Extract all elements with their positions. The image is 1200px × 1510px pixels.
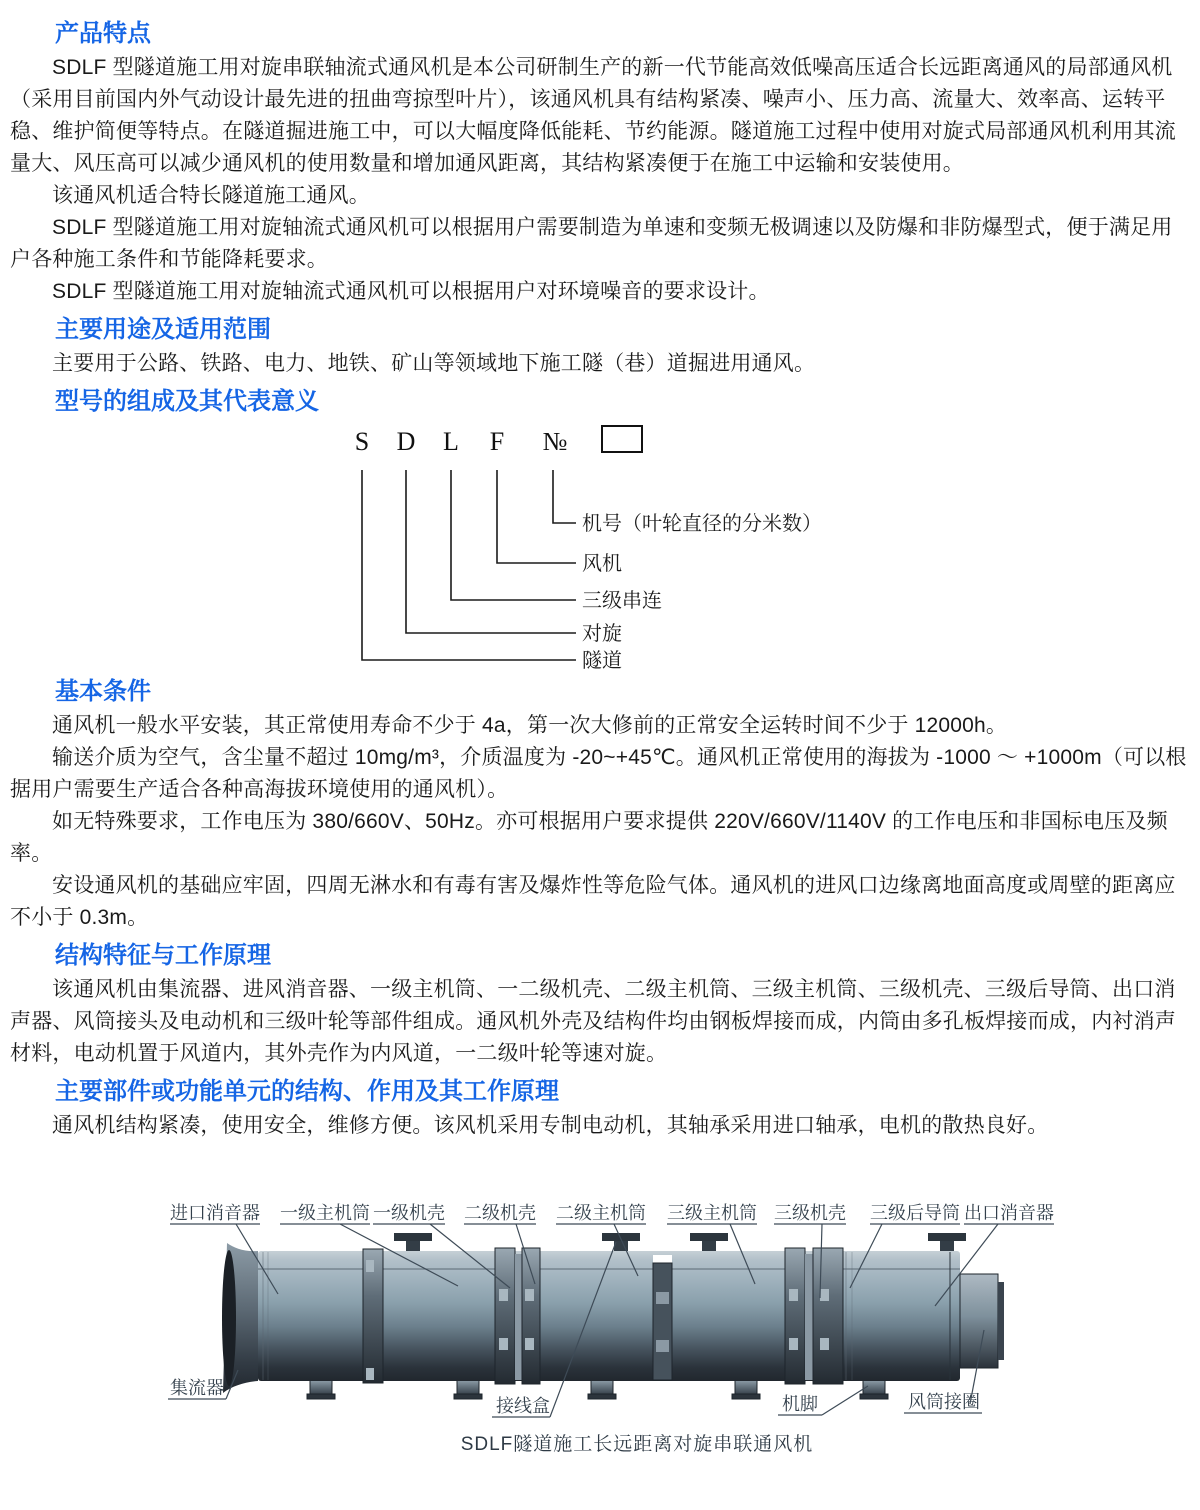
part-label: 接线盒: [496, 1396, 550, 1416]
model-line-series: [451, 470, 576, 600]
flange-joint-2: [495, 1248, 540, 1384]
part-label: 一级主机筒: [280, 1203, 370, 1223]
paragraph: 该通风机适合特长隧道施工通风。: [52, 184, 370, 207]
paragraph: 主要用于公路、铁路、电力、地铁、矿山等领域地下施工隧（巷）道掘进用通风。: [52, 352, 816, 375]
part-label: 出口消音器: [964, 1203, 1054, 1223]
junction-box-handles: [394, 1233, 966, 1252]
part-label: 二级主机筒: [556, 1203, 646, 1223]
paragraph: SDLF 型隧道施工用对旋轴流式通风机可以根据用户对环境噪音的要求设计。: [52, 280, 770, 303]
flange-joint-1: [363, 1249, 383, 1383]
paragraph: SDLF 型隧道施工用对旋串联轴流式通风机是本公司研制生产的新一代节能高效低噪高压适合长远距离通风的局部通风机（采用目前国内外气动设计最先进的扭曲弯掠型叶片），该通风机具有结构紧凑、噪声小、压力高、流量大、效率高、运转平稳、维护简便等特点。在隧道掘进施工中，可以大幅度降低能耗、节约能源。隧道施工过程中使用对旋式局部通风机利用其流量大、风压高可以减少通风机的使用数量和增加通风距离，其结构紧凑便于在施工中运输和安装使用。: [10, 56, 1176, 175]
paragraph: 如无特殊要求，工作电压为 380/660V、50Hz。亦可根据用户要求提供 220V/660V/1140V 的工作电压和非国标电压及频率。: [10, 810, 1168, 865]
model-line-size: [553, 470, 576, 523]
part-label: 一级机壳: [373, 1203, 445, 1223]
flange-joint-3: [785, 1248, 852, 1384]
part-label: 三级后导筒: [870, 1203, 960, 1223]
paragraph: 输送介质为空气，含尘量不超过 10mg/m³，介质温度为 -20~+45℃。通风机正常使用的海拔为 -1000 ～ +1000m（可以根据用户需要生产适合各种高海拔环境使用的通风机）。: [10, 746, 1187, 801]
heading-basic-conditions: 基本条件: [55, 678, 151, 705]
bell-inlet: [222, 1243, 258, 1393]
model-code-letter: F: [489, 427, 505, 456]
model-code-letter: D: [396, 427, 416, 456]
paragraph: 安设通风机的基础应牢固，四周无淋水和有毒有害及爆炸性等危险气体。通风机的进风口边缘离地面高度或周壁的距离应不小于 0.3m。: [10, 874, 1176, 929]
paragraph: 通风机结构紧凑，使用安全，维修方便。该风机采用专制电动机，其轴承采用进口轴承，电机的散热良好。: [52, 1114, 1049, 1137]
model-number-box: [602, 426, 642, 452]
heading-model-composition: 型号的组成及其代表意义: [55, 388, 319, 415]
diagram-caption: SDLF隧道施工长远距离对旋串联通风机: [460, 1434, 814, 1455]
part-label: 三级主机筒: [667, 1203, 757, 1223]
heading-structure-principle: 结构特征与工作原理: [55, 942, 271, 969]
model-line-fan: [497, 470, 576, 563]
part-label: 进口消音器: [170, 1203, 260, 1223]
model-line-tunnel: [362, 470, 576, 660]
model-code-letter: №: [542, 427, 568, 456]
paragraph: 该通风机由集流器、进风消音器、一级主机筒、一二级机壳、二级主机筒、三级主机筒、三级机壳、三级后导筒、出口消声器、风筒接头及电动机和三级叶轮等部件组成。通风机外壳及结构件均由钢板焊接而成，内筒由多孔板焊接而成，内衬消声材料，电动机置于风道内，其外壳作为内风道，一二级叶轮等速对旋。: [10, 978, 1176, 1065]
fan-assembly-diagram: [10, 1142, 1200, 1478]
model-code-letter: L: [443, 427, 459, 456]
heading-main-components: 主要部件或功能单元的结构、作用及其工作原理: [55, 1078, 559, 1105]
part-label: 风筒接圈: [908, 1392, 980, 1412]
heading-main-uses: 主要用途及适用范围: [55, 316, 271, 343]
paragraph: SDLF 型隧道施工用对旋轴流式通风机可以根据用户需要制造为单速和变频无极调速以及防爆和非防爆型式，便于满足用户各种施工条件和节能降耗要求。: [10, 216, 1173, 271]
model-code-label: 对旋: [582, 623, 622, 645]
model-code-label: 风机: [582, 553, 622, 575]
model-line-contra: [406, 470, 576, 633]
model-code-label: 隧道: [582, 650, 622, 670]
model-code-diagram: [10, 420, 1200, 670]
duct-connection-ring: [960, 1274, 1004, 1368]
part-label: 三级机壳: [774, 1203, 846, 1223]
model-code-label: 机号（叶轮直径的分米数）: [582, 513, 822, 535]
paragraph: 通风机一般水平安装，其正常使用寿命不少于 4a，第一次大修前的正常安全运转时间不少于 12000h。: [52, 714, 1008, 737]
part-label: 二级机壳: [464, 1203, 536, 1223]
heading-product-features: 产品特点: [55, 20, 151, 47]
part-label: 机脚: [782, 1394, 818, 1414]
recessed-ring: [653, 1255, 672, 1380]
part-label: 集流器: [170, 1378, 224, 1398]
model-code-letter: S: [354, 427, 370, 456]
model-code-label: 三级串连: [582, 590, 662, 612]
